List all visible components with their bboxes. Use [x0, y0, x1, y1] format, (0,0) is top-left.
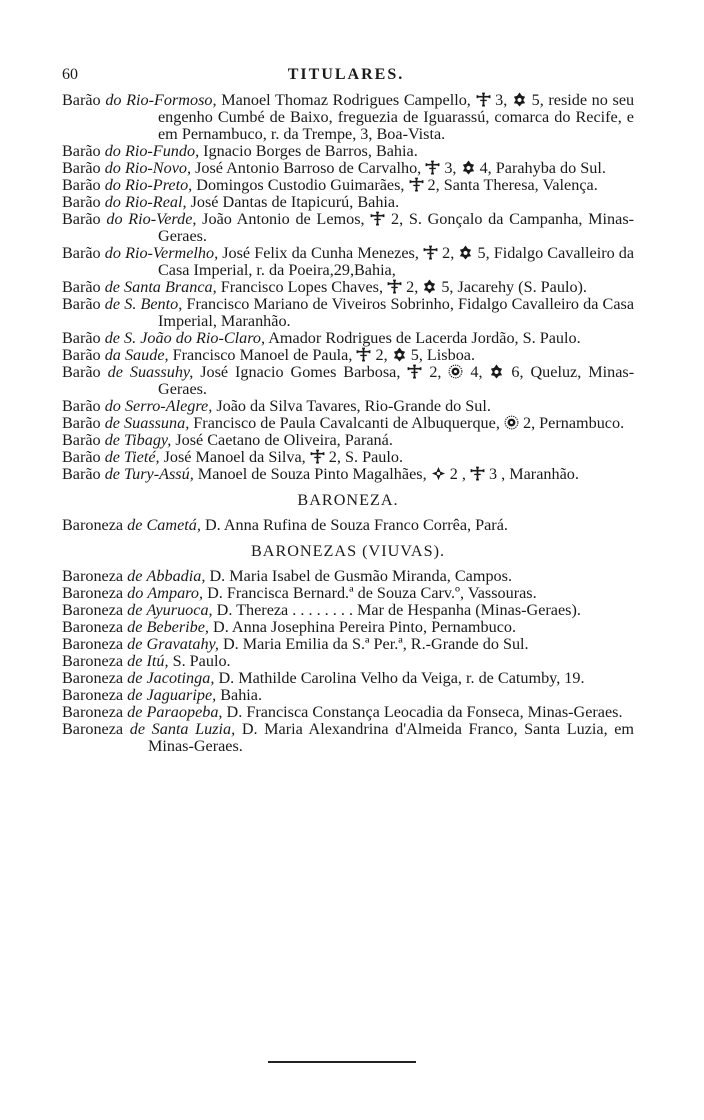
entry-details: D. Francisca Constança Leocadia da Fonseca, Minas-Geraes. — [226, 703, 623, 721]
entry-preposition: do — [104, 397, 121, 415]
entry-title: Barão — [62, 346, 101, 364]
entry-title: Baroneza — [62, 703, 124, 721]
entry-details: D. Mathilde Carolina Velho da Veiga, r. de Catumby, 19. — [218, 669, 585, 687]
entry-preposition: de — [104, 431, 120, 449]
entry-title: Barão — [62, 244, 101, 262]
entry-place-name: Cametá, — [146, 516, 201, 534]
entry-preposition: de — [127, 601, 143, 619]
list-item — [62, 687, 634, 704]
entry-place-name: S. Bento, — [124, 295, 183, 313]
entry-details: D. Francisca Bernard.ª de Souza Carv.º, Vassouras. — [207, 584, 537, 602]
entry-details: Manoel de Souza Pinto Magalhães, — [197, 465, 427, 483]
entry-place-name: Tieté, — [124, 448, 160, 466]
list-item — [62, 568, 634, 585]
baroneza-list — [62, 517, 634, 534]
rose-order-icon — [489, 364, 504, 379]
list-item — [62, 585, 634, 602]
entry-title: Barão — [62, 176, 101, 194]
entry-place-name: Jacotinga, — [146, 669, 215, 687]
entry-title: Barão — [62, 363, 101, 381]
entry-title: Barão — [62, 193, 101, 211]
page-number: 60 — [62, 66, 78, 83]
viuvas-list — [62, 568, 634, 755]
list-item — [62, 211, 634, 245]
entry-title: Barão — [62, 278, 101, 296]
entry-place-name: S. João do Rio-Claro, — [124, 329, 266, 347]
entry-title: Baroneza — [62, 567, 124, 585]
entry-details: Francisco Mariano de Viveiros Sobrinho, Fidalgo Cavalleiro da Casa Imperial, Maranhão. — [158, 295, 635, 330]
entry-preposition: de — [104, 329, 120, 347]
entry-order-grade: 5, Lisboa. — [410, 346, 476, 364]
list-item — [62, 449, 634, 466]
list-item — [62, 245, 634, 279]
entry-order-grade: 6, Queluz, Minas-Geraes. — [158, 363, 635, 398]
entry-order-grade: 4, Parahyba do Sul. — [479, 159, 606, 177]
entry-place-name: Rio-Novo, — [124, 159, 192, 177]
rose-order-icon — [422, 279, 437, 294]
entry-details: José Manoel da Silva, — [163, 448, 306, 466]
entry-place-name: Rio-Preto, — [124, 176, 193, 194]
entry-place-name: Rio-Fundo, — [124, 142, 200, 160]
entry-details: José Dantas de Itapicurú, Bahia. — [190, 193, 400, 211]
entry-preposition: de — [127, 635, 143, 653]
entry-preposition: do — [106, 210, 123, 228]
cross-order-icon — [476, 92, 491, 107]
entry-place-name: Rio-Vermelho, — [125, 244, 219, 262]
entry-preposition: de — [104, 295, 121, 313]
entry-details: D. Maria Alexandrina d'Almeida Franco, Santa Luzia, em Minas-Geraes. — [148, 720, 635, 755]
entry-place-name: Rio-Formoso, — [126, 91, 217, 109]
section-heading-viuvas: BARONEZAS (VIUVAS). — [250, 542, 446, 560]
list-item — [62, 296, 634, 330]
list-item — [62, 653, 634, 670]
list-item — [62, 92, 634, 143]
list-item — [62, 364, 634, 398]
cross-order-icon — [409, 177, 424, 192]
entry-order-grade: 2, Pernambuco. — [522, 414, 625, 432]
entry-preposition: do — [104, 193, 121, 211]
entry-details: D. Thereza . . . . . . . . Mar de Hespanha (Minas-Geraes). — [216, 601, 581, 619]
entry-order-grade: 3 , Maranhão. — [489, 465, 579, 483]
cross-order-icon — [356, 347, 371, 362]
entry-place-name: Itú, — [146, 652, 169, 670]
entry-place-name: Paraopeba, — [146, 703, 223, 721]
entry-details: Manoel Thomaz Rodrigues Campello, — [221, 91, 471, 109]
entry-details: José Antonio Barroso de Carvalho, — [195, 159, 422, 177]
cross-order-icon — [470, 466, 485, 481]
list-item — [62, 143, 634, 160]
closing-rule — [268, 1061, 416, 1063]
list-item — [62, 432, 634, 449]
entry-preposition: de — [127, 652, 143, 670]
entry-order-grade: 2, Santa Theresa, Valença. — [427, 176, 598, 194]
entry-title: Barão — [62, 91, 101, 109]
entry-place-name: Santa Branca, — [124, 278, 217, 296]
entry-title: Baroneza — [62, 652, 124, 670]
entry-details: Francisco Manoel de Paula, — [172, 346, 353, 364]
entry-title: Barão — [62, 414, 101, 432]
entry-place-name: Suassuna, — [124, 414, 190, 432]
list-item — [62, 636, 634, 653]
list-item — [62, 194, 634, 211]
entry-details: Ignacio Borges de Barros, Bahia. — [203, 142, 418, 160]
entry-order-grade: 2, — [442, 244, 455, 262]
entry-preposition: de — [127, 516, 143, 534]
entry-preposition: de — [127, 686, 143, 704]
entry-title: Baroneza — [62, 618, 124, 636]
entry-details: Francisco de Paula Cavalcanti de Albuquerque, — [193, 414, 500, 432]
page-header — [62, 66, 630, 86]
entry-order-grade: 3, — [444, 159, 457, 177]
entry-preposition: de — [129, 720, 146, 738]
entry-preposition: da — [104, 346, 121, 364]
entry-title: Baroneza — [62, 584, 124, 602]
entry-preposition: de — [107, 363, 123, 381]
entry-order-grade: 5, Fidalgo Cavalleiro da Casa Imperial, r. da Poeira,29,Bahia, — [158, 244, 635, 279]
entry-details: S. Paulo. — [172, 652, 231, 670]
entry-place-name: Abbadia, — [146, 567, 206, 585]
entry-order-grade: 2, S. Paulo. — [328, 448, 403, 466]
cross-order-icon — [370, 211, 385, 226]
entry-title: Barão — [62, 329, 101, 347]
entry-order-grade: 2, — [406, 278, 419, 296]
cross-order-icon — [423, 245, 438, 260]
entry-title: Barão — [62, 159, 101, 177]
entry-preposition: do — [104, 159, 121, 177]
cross-order-icon — [407, 364, 422, 379]
entry-preposition: de — [104, 448, 120, 466]
entry-title: Baroneza — [62, 601, 124, 619]
entry-details: José Felix da Cunha Menezes, — [222, 244, 419, 262]
entry-details: Domingos Custodio Guimarães, — [196, 176, 405, 194]
entry-preposition: de — [104, 278, 120, 296]
list-item — [62, 177, 634, 194]
text-body — [62, 92, 634, 755]
cross-order-icon — [387, 279, 402, 294]
list-item — [62, 517, 634, 534]
entry-title: Baroneza — [62, 669, 124, 687]
list-item — [62, 347, 634, 364]
entry-order-grade: 2, — [375, 346, 388, 364]
entry-details: D. Maria Isabel de Gusmão Miranda, Campos. — [209, 567, 512, 585]
entry-details: Bahia. — [220, 686, 263, 704]
entry-preposition: de — [127, 618, 143, 636]
entry-title: Baroneza — [62, 635, 124, 653]
entry-preposition: do — [104, 244, 121, 262]
list-item — [62, 160, 634, 177]
entry-order-grade: 2, S. Gonçalo da Campanha, Minas-Geraes. — [158, 210, 635, 245]
entry-place-name: Amparo, — [147, 584, 204, 602]
rose-order-icon — [458, 245, 473, 260]
entry-preposition: do — [104, 142, 121, 160]
star-order-icon — [448, 364, 463, 379]
cross-order-icon — [425, 160, 440, 175]
entry-details: Amador Rodrigues de Lacerda Jordão, S. Paulo. — [268, 329, 581, 347]
rose-order-icon — [461, 160, 476, 175]
entry-place-name: Ayuruoca, — [146, 601, 213, 619]
entry-order-grade: 4, — [470, 363, 483, 381]
entry-order-grade: 5, Jacarehy (S. Paulo). — [441, 278, 587, 296]
entry-preposition: de — [127, 669, 143, 687]
entry-title: Barão — [62, 431, 101, 449]
entry-order-grade: 3, — [495, 91, 508, 109]
list-item — [62, 602, 634, 619]
running-title: TITULARES. — [287, 66, 405, 83]
entry-preposition: do — [127, 584, 144, 602]
entry-place-name: Rio-Real, — [124, 193, 187, 211]
list-item — [62, 670, 634, 687]
entry-order-grade: 5, reside no seu engenho Cumbé de Baixo, freguezia de Iguarassú, comarca do Recife, e em Pernambuco, r. da Trempe, 3, Boa-Vista. — [158, 91, 635, 143]
entry-preposition: do — [104, 176, 121, 194]
entry-title: Barão — [62, 295, 101, 313]
entry-place-name: Serro-Alegre, — [124, 397, 213, 415]
entry-preposition: de — [127, 567, 143, 585]
entry-preposition: de — [127, 703, 143, 721]
entry-details: João Antonio de Lemos, — [202, 210, 365, 228]
list-item — [62, 279, 634, 296]
list-item — [62, 398, 634, 415]
entry-preposition: do — [105, 91, 122, 109]
entry-details: D. Anna Rufina de Souza Franco Corrêa, Pará. — [204, 516, 508, 534]
entry-place-name: Rio-Verde, — [128, 210, 197, 228]
entry-place-name: Gravatahy, — [146, 635, 219, 653]
entry-title: Baroneza — [62, 686, 124, 704]
rose-order-icon — [512, 92, 527, 107]
list-item — [62, 721, 634, 755]
section-heading-baroneza: BARONEZA. — [297, 491, 399, 509]
entry-place-name: Beberibe, — [146, 618, 209, 636]
entry-order-grade: 2, — [429, 363, 442, 381]
list-item — [62, 466, 634, 483]
cross-order-icon — [310, 449, 325, 464]
entry-details: Francisco Lopes Chaves, — [220, 278, 383, 296]
entry-place-name: Saude, — [124, 346, 169, 364]
barons-list — [62, 92, 634, 483]
entry-details: João da Silva Tavares, Rio-Grande do Sul. — [216, 397, 491, 415]
entry-place-name: Santa Luzia, — [151, 720, 236, 738]
entry-place-name: Tibagy, — [124, 431, 172, 449]
entry-preposition: de — [104, 465, 120, 483]
entry-preposition: de — [104, 414, 120, 432]
rose-order-icon — [392, 347, 407, 362]
entry-title: Baroneza — [62, 720, 124, 738]
list-item — [62, 619, 634, 636]
entry-title: Baroneza — [62, 516, 124, 534]
entry-details: José Ignacio Gomes Barbosa, — [200, 363, 401, 381]
list-item — [62, 415, 634, 432]
list-item — [62, 704, 634, 721]
entry-place-name: Jaguaripe, — [146, 686, 217, 704]
entry-place-name: Tury-Assú, — [124, 465, 194, 483]
medal-order-icon — [431, 466, 446, 481]
entry-title: Barão — [62, 465, 101, 483]
entry-details: José Caetano de Oliveira, Paraná. — [175, 431, 393, 449]
entry-order-grade: 2 , — [449, 465, 466, 483]
star-order-icon — [504, 415, 519, 430]
entry-title: Barão — [62, 448, 101, 466]
entry-title: Barão — [62, 142, 101, 160]
entry-title: Barão — [62, 397, 101, 415]
entry-title: Barão — [62, 210, 101, 228]
entry-place-name: Suassuhy, — [129, 363, 194, 381]
entry-details: D. Anna Josephina Pereira Pinto, Pernambuco. — [213, 618, 517, 636]
entry-details: D. Maria Emilia da S.ª Per.ª, R.-Grande do Sul. — [222, 635, 529, 653]
list-item — [62, 330, 634, 347]
